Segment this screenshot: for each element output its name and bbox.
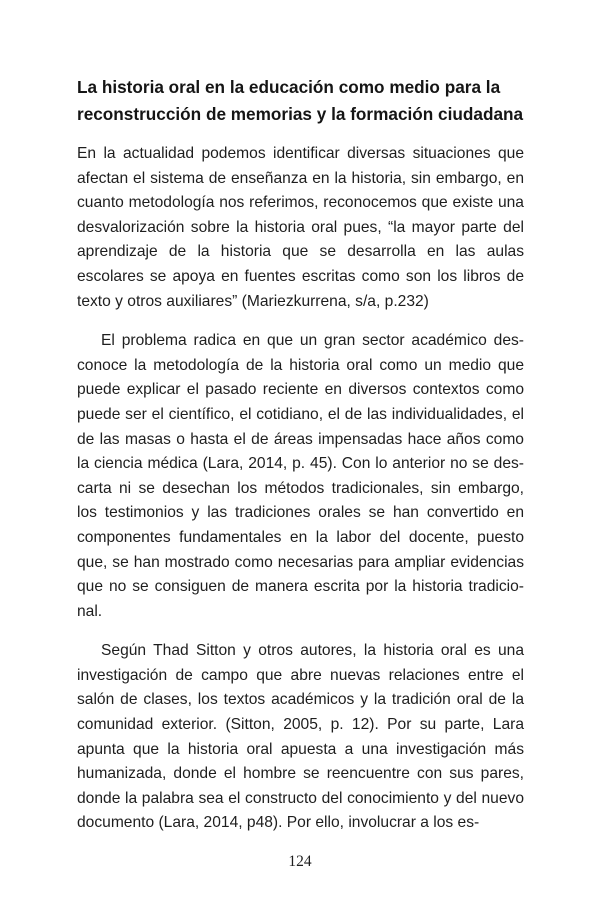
page-number: 124 <box>288 853 312 870</box>
section-heading: La historia oral en la educación como medio para la reconstrucción de memorias y la formación ciudadana <box>77 77 524 124</box>
paragraph-1: En la actualidad podemos identificar diversas situaciones que afectan el sistema de enseñanza en la historia, sin embargo, en cuanto metodología nos referimos, reconocemos que existe una desvalorización sobre la historia oral pues, “la mayor parte del aprendizaje de la historia que se desarrolla en las aulas escolares se apoya en fuentes escritas como son los libros de texto y otros auxiliares” (Mariezkurrena, s/a, p.232) <box>77 145 524 310</box>
paragraph-2: El problema radica en que un gran sector académico desconoce la metodología de la historia oral como un medio que puede explicar el pasado reciente en diversos contextos como puede ser el científico, el cotidiano, el de las individualidades, el de las masas o hasta el de áreas impensadas hace años como la ciencia médica (Lara, 2014, p. 45). Con lo anterior no se descarta ni se desechan los métodos tradicionales, sin embargo, los testimonios y las tradiciones orales se han convertido en componentes fundamentales en la labor del docente, puesto que, se han mostrado como necesarias para ampliar evidencias que no se consiguen de manera escrita por la historia tradicional. <box>77 332 524 620</box>
body-text <box>77 142 524 836</box>
paragraph-3: Según Thad Sitton y otros autores, la historia oral es una investigación de campo que abre nuevas relaciones entre el salón de clases, los textos académicos y la tradición oral de la comunidad exterior. (Sitton, 2005, p. 12). Por su parte, Lara apunta que la historia oral apuesta a una investigación más humanizada, donde el hombre se reencuentre con sus pares, donde la palabra sea el constructo del conocimiento y del nuevo documento (Lara, 2014, p48). Por ello, involucrar a los es- <box>77 642 524 832</box>
page-content <box>77 74 524 920</box>
